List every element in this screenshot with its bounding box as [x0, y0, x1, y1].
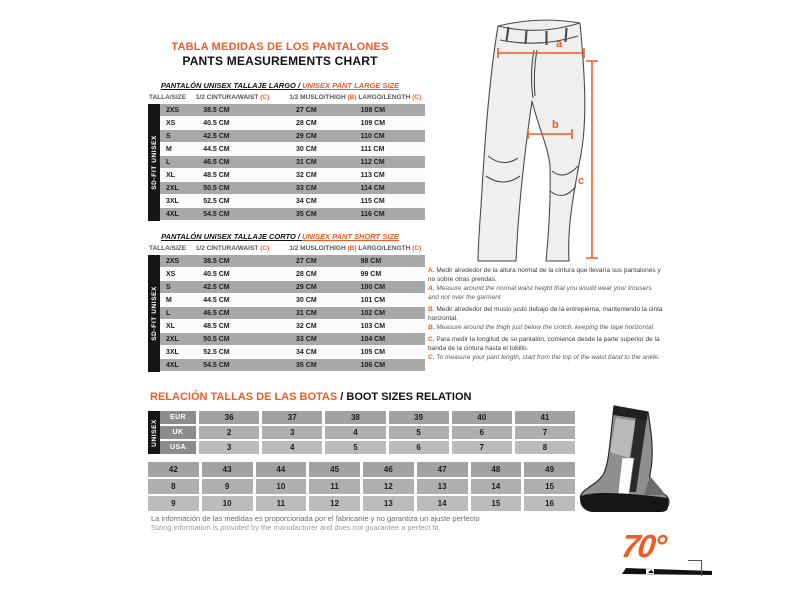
- waist-cell: 52.5 CM: [203, 197, 230, 205]
- boot-size-cell: 36: [199, 411, 259, 424]
- waist-cell: 40.5 CM: [203, 119, 230, 127]
- size-row: [160, 169, 425, 181]
- side-label-sdfit-unisex: [148, 255, 160, 372]
- thigh-cell: 27 CM: [296, 106, 317, 114]
- boot-size-cell: 9: [202, 479, 253, 494]
- footer-note-es: La información de las medidas es proporcionada por el fabricante y no garantiza un ajuste perfecto: [151, 514, 480, 523]
- brand-logo-text: 70°: [619, 528, 667, 564]
- waist-cell: 42.5 CM: [203, 283, 230, 291]
- waist-cell: 48.5 CM: [203, 322, 230, 330]
- instruction-en: A. Measure around the normal waist height that you would wear your trousers and not over the garment: [428, 284, 652, 301]
- size-row: [160, 143, 425, 155]
- size-cell: M: [166, 296, 172, 304]
- measure-label-c: c: [578, 175, 585, 187]
- subtitle-short-es: PANTALÓN UNISEX TALLAJE CORTO /: [161, 232, 303, 241]
- boot-size-cell: 43: [202, 462, 253, 477]
- thigh-cell: 32 CM: [296, 171, 317, 179]
- boot-size-cell: 14: [471, 479, 522, 494]
- size-cell: XS: [166, 119, 176, 127]
- pants-table-large-header: [148, 91, 425, 104]
- side-label-text: UNISEX: [150, 418, 158, 447]
- measure-label-a: a: [556, 38, 563, 50]
- waist-cell: 48.5 CM: [203, 171, 230, 179]
- thigh-cell: 27 CM: [296, 257, 317, 265]
- size-row: [160, 346, 425, 358]
- boot-size-cell: 11: [256, 496, 307, 511]
- pants-table-short-rows: [160, 255, 425, 372]
- thigh-cell: 28 CM: [296, 270, 317, 278]
- boot-row-label: USA: [160, 441, 196, 454]
- size-row: [160, 320, 425, 332]
- brand-logo: [616, 528, 716, 590]
- instruction-es: B. Medir alrededor del muslo justo debajo de la entrepierna, manteniendo la cinta horizontal.: [428, 305, 663, 322]
- size-row: [160, 268, 425, 280]
- waist-cell: 54.5 CM: [203, 210, 230, 218]
- page-title-en: PANTS MEASUREMENTS CHART: [182, 54, 378, 68]
- boots-title-en: / BOOT SIZES RELATION: [340, 391, 472, 403]
- boot-size-cell: 3: [199, 441, 259, 454]
- boot-row-label: EUR: [160, 411, 196, 424]
- brand-logo-swoosh: [616, 528, 716, 590]
- length-cell: 109 CM: [360, 119, 386, 127]
- boot-size-cell: 44: [256, 462, 307, 477]
- size-cell: XS: [166, 270, 176, 278]
- size-row: [160, 359, 425, 371]
- side-label-text: SD-FIT UNISEX: [150, 286, 158, 341]
- instruction-en: B. Measure around the thigh just below the crotch, keeping the tape horizontal.: [428, 323, 655, 331]
- thigh-cell: 29 CM: [296, 283, 317, 291]
- column-header: TALLA/SIZE: [149, 245, 187, 252]
- footer-note-en: Sizing information is provided by the manufacturer and does not guarantee a perfect fit.: [151, 523, 441, 532]
- size-row: [160, 130, 425, 142]
- boot-size-cell: 14: [417, 496, 468, 511]
- pants-table-large: [148, 91, 425, 221]
- thigh-cell: 33 CM: [296, 335, 317, 343]
- length-cell: 112 CM: [360, 158, 385, 166]
- pants-silhouette: [478, 20, 585, 261]
- length-cell: 115 CM: [360, 197, 385, 205]
- length-cell: 106 CM: [360, 361, 386, 369]
- thigh-cell: 31 CM: [296, 309, 317, 317]
- boot-sizes-table-1: [148, 411, 575, 454]
- length-cell: 113 CM: [360, 171, 385, 179]
- size-cell: XL: [166, 171, 175, 179]
- size-row: [160, 208, 425, 220]
- size-cell: 2XL: [166, 335, 179, 343]
- boot-size-cell: 12: [363, 479, 414, 494]
- boot-size-cell: 5: [325, 441, 385, 454]
- waist-cell: 38.5 CM: [203, 106, 230, 114]
- thigh-cell: 33 CM: [296, 184, 317, 192]
- instruction-es: A. Medir alrededor de la altura normal de la cintura que llevaría sus pantalones y no sobre otras prendas.: [428, 267, 661, 283]
- pants-table-short-header: [148, 242, 425, 255]
- boot-size-cell: 6: [452, 426, 512, 439]
- size-row: [160, 156, 425, 168]
- size-cell: 3XL: [166, 348, 179, 356]
- column-header: TALLA/SIZE: [149, 94, 187, 101]
- boot-size-cell: 3: [262, 426, 322, 439]
- pants-table-large-rows: [160, 104, 425, 221]
- waist-cell: 50.5 CM: [203, 335, 230, 343]
- size-row: [160, 307, 425, 319]
- boot-size-cell: 8: [148, 479, 199, 494]
- boots-title-es: RELACIÓN TALLAS DE LAS BOTAS: [150, 391, 341, 403]
- length-cell: 98 CM: [360, 257, 382, 265]
- waist-cell: 54.5 CM: [203, 361, 230, 369]
- boot-size-cell: 13: [363, 496, 414, 511]
- size-cell: 4XL: [166, 361, 179, 369]
- waist-cell: 46.5 CM: [203, 158, 230, 166]
- size-row: [160, 104, 425, 116]
- size-cell: S: [166, 283, 171, 291]
- waist-cell: 42.5 CM: [203, 132, 230, 140]
- instruction-es: C. Para medir la longitud de su pantalón, comience desde la parte superior de la banda de la cintura hasta el tobillo.: [428, 335, 660, 352]
- boot-size-cell: 4: [262, 441, 322, 454]
- boot-size-cell: 41: [515, 411, 575, 424]
- instruction-en: C. To measure your pant length, start from the top of the waist band to the ankle.: [428, 353, 660, 361]
- subtitle-short-en: UNISEX PANT SHORT SIZE: [302, 232, 399, 241]
- size-cell: L: [166, 309, 171, 317]
- length-cell: 116 CM: [360, 210, 385, 218]
- subtitle-large-en: UNISEX PANT LARGE SIZE: [302, 81, 400, 90]
- length-cell: 111 CM: [360, 145, 385, 153]
- length-cell: 108 CM: [360, 106, 386, 114]
- boot-size-cell: 6: [389, 441, 449, 454]
- boot-sizes-table-2: [148, 462, 575, 511]
- column-header: 1/2 MUSLO/THIGH (B): [289, 245, 357, 252]
- size-cell: 2XS: [166, 106, 180, 114]
- size-cell: 2XS: [166, 257, 180, 265]
- column-header: LARGO/LENGTH (C): [358, 245, 422, 252]
- boot-size-cell: 12: [309, 496, 360, 511]
- size-row: [160, 117, 425, 129]
- length-cell: 104 CM: [360, 335, 386, 343]
- boot-size-cell: 49: [524, 462, 575, 477]
- pants-diagram: [468, 6, 673, 262]
- boot-size-cell: 7: [452, 441, 512, 454]
- boot-size-cell: 5: [389, 426, 449, 439]
- length-cell: 100 CM: [360, 283, 386, 291]
- boot-size-cell: 39: [389, 411, 449, 424]
- boot-size-cell: 13: [417, 479, 468, 494]
- size-cell: S: [166, 132, 171, 140]
- subtitle-pant-short: [130, 232, 430, 241]
- measuring-instructions: [428, 267, 664, 366]
- boot-size-cell: 9: [148, 496, 199, 511]
- corner-mark: [688, 560, 702, 576]
- side-label-unisex: [148, 411, 160, 454]
- boot-size-cell: 11: [309, 479, 360, 494]
- size-cell: 2XL: [166, 184, 179, 192]
- size-row: [160, 195, 425, 207]
- column-header: LARGO/LENGTH (C): [358, 94, 422, 101]
- pants-table-short: [148, 242, 425, 372]
- boot-size-cell: 2: [199, 426, 259, 439]
- size-row: [160, 294, 425, 306]
- waist-cell: 40.5 CM: [203, 270, 230, 278]
- waist-cell: 46.5 CM: [203, 309, 230, 317]
- length-cell: 105 CM: [360, 348, 386, 356]
- page-title-es: TABLA MEDIDAS DE LOS PANTALONES: [171, 41, 389, 53]
- boot-size-cell: 10: [202, 496, 253, 511]
- boot-row-label: UK: [160, 426, 196, 439]
- size-cell: XL: [166, 322, 175, 330]
- thigh-cell: 35 CM: [296, 210, 317, 218]
- length-cell: 114 CM: [360, 184, 385, 192]
- size-row: [160, 255, 425, 267]
- waist-cell: 38.5 CM: [203, 257, 230, 265]
- boot-size-cell: 45: [309, 462, 360, 477]
- thigh-cell: 35 CM: [296, 361, 317, 369]
- length-cell: 99 CM: [360, 270, 382, 278]
- size-row: [160, 182, 425, 194]
- boot-size-cell: 37: [262, 411, 322, 424]
- thigh-cell: 28 CM: [296, 119, 317, 127]
- thigh-cell: 31 CM: [296, 158, 317, 166]
- waist-cell: 50.5 CM: [203, 184, 230, 192]
- subtitle-pant-large: [130, 81, 430, 90]
- size-cell: M: [166, 145, 172, 153]
- length-cell: 103 CM: [360, 322, 386, 330]
- column-header: 1/2 CINTURA/WAIST (C): [195, 245, 270, 252]
- measure-label-b: b: [552, 119, 559, 131]
- length-cell: 101 CM: [360, 296, 386, 304]
- waist-cell: 52.5 CM: [203, 348, 230, 356]
- side-label-sdfit-unisex: [148, 104, 160, 221]
- size-row: [160, 281, 425, 293]
- subtitle-large-es: PANTALÓN UNISEX TALLAJE LARGO /: [160, 81, 303, 90]
- boot-sizes-grid-1: [160, 411, 575, 454]
- thigh-cell: 30 CM: [296, 296, 317, 304]
- thigh-cell: 30 CM: [296, 145, 317, 153]
- boot-size-cell: 15: [471, 496, 522, 511]
- waist-cell: 44.5 CM: [203, 145, 230, 153]
- size-cell: 4XL: [166, 210, 179, 218]
- boot-size-cell: 46: [363, 462, 414, 477]
- length-cell: 102 CM: [360, 309, 386, 317]
- thigh-cell: 34 CM: [296, 348, 317, 356]
- size-row: [160, 333, 425, 345]
- length-cell: 110 CM: [360, 132, 385, 140]
- boot-size-cell: 7: [515, 426, 575, 439]
- boot-size-cell: 42: [148, 462, 199, 477]
- thigh-cell: 34 CM: [296, 197, 317, 205]
- boot-illustration: [576, 396, 680, 522]
- boot-size-cell: 10: [256, 479, 307, 494]
- thigh-cell: 29 CM: [296, 132, 317, 140]
- boot-size-cell: 8: [515, 441, 575, 454]
- boot-size-cell: 38: [325, 411, 385, 424]
- boot-size-cell: 48: [471, 462, 522, 477]
- side-label-text: SD-FIT UNISEX: [150, 135, 158, 190]
- boot-size-cell: 47: [417, 462, 468, 477]
- thigh-cell: 32 CM: [296, 322, 317, 330]
- size-cell: L: [166, 158, 171, 166]
- boot-size-cell: 15: [524, 479, 575, 494]
- size-cell: 3XL: [166, 197, 179, 205]
- column-header: 1/2 MUSLO/THIGH (B): [289, 94, 357, 101]
- waist-cell: 44.5 CM: [203, 296, 230, 304]
- boot-size-cell: 16: [524, 496, 575, 511]
- boots-section-title: [150, 391, 471, 403]
- boot-size-cell: 40: [452, 411, 512, 424]
- boot-size-cell: 4: [325, 426, 385, 439]
- column-header: 1/2 CINTURA/WAIST (C): [195, 94, 270, 101]
